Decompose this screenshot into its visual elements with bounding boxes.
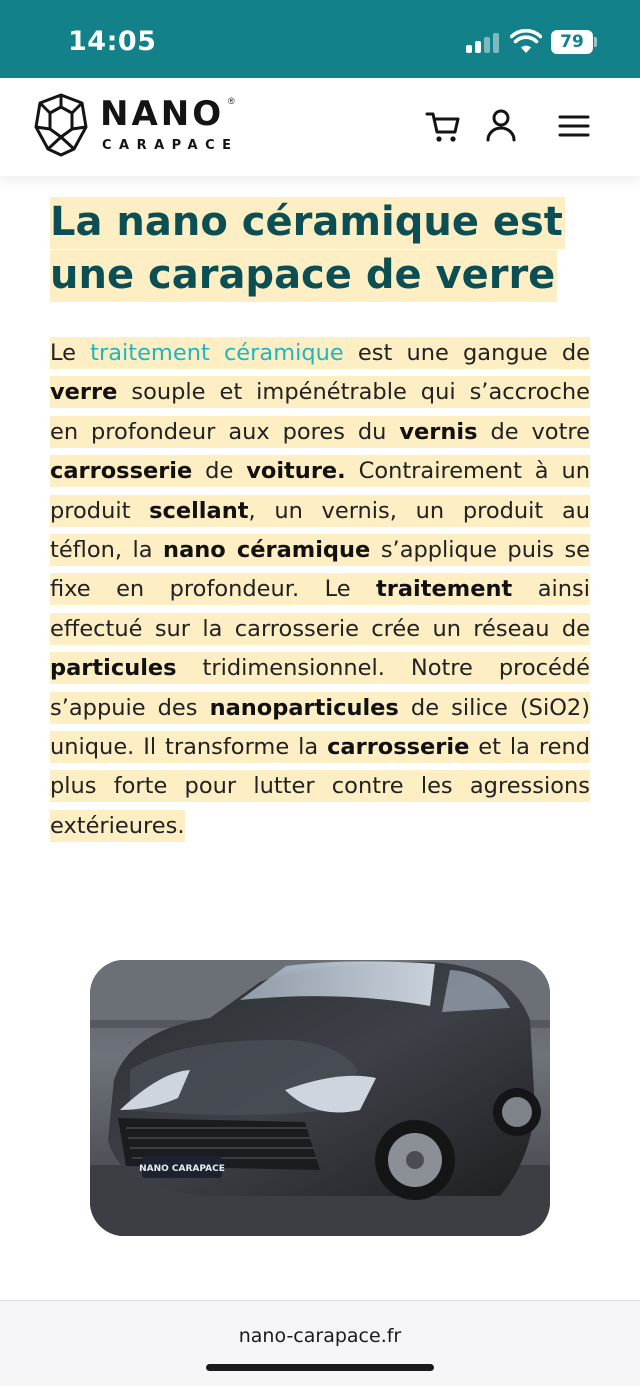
paragraph-text-segment: ainsi effectué sur la carrosserie crée un réseau de: [50, 576, 590, 642]
signal-icon: [466, 33, 502, 53]
paragraph-text-segment: Contrairement à un produit: [50, 458, 590, 524]
page-title-line-2: une carapace de verre: [50, 250, 557, 302]
paragraph-text-segment: de votre: [477, 418, 590, 445]
paragraph-text-segment: s’applique puis se fixe en profondeur. Le: [50, 537, 591, 603]
logo-registered-mark: ®: [228, 96, 235, 106]
bold-keyword: nanoparticules: [209, 694, 399, 721]
paragraph-text-segment: souple et impénétrable qui s’accroche en profondeur aux pores du: [50, 379, 590, 445]
license-plate-text: NANO CARAPACE: [139, 1164, 225, 1174]
menu-icon[interactable]: [554, 106, 594, 146]
cart-icon[interactable]: [423, 106, 463, 146]
bold-keyword: scellant: [149, 497, 249, 524]
car-photo: [90, 960, 550, 1236]
user-icon[interactable]: [481, 106, 521, 146]
bold-keyword: traitement: [376, 576, 513, 603]
browser-address-bar[interactable]: [0, 1300, 640, 1386]
status-time: 14:05: [68, 26, 157, 57]
bold-keyword: vernis: [399, 418, 478, 445]
logo-wordmark[interactable]: NANO: [100, 94, 225, 134]
site-header: [0, 78, 640, 176]
paragraph-text-segment: de: [192, 458, 247, 485]
article-paragraph-text: [50, 337, 590, 842]
paragraph-text-segment: , un vernis, un produit au téflon, la: [50, 497, 590, 564]
paragraph-text-segment: Le: [50, 340, 91, 366]
battery-icon: 79: [551, 30, 593, 54]
paragraph-text-segment: et la rend plus forte pour lutter contre les agressions extérieures.: [50, 734, 590, 839]
bold-keyword: voiture.: [246, 458, 346, 485]
logo-subtitle: CARAPACE: [102, 138, 239, 153]
bold-keyword: verre: [50, 379, 118, 406]
bold-keyword: carrosserie: [50, 458, 193, 485]
url-text[interactable]: nano-carapace.fr: [238, 1325, 402, 1347]
paragraph-text-segment: est une gangue de: [343, 340, 591, 366]
bold-keyword: particules: [50, 655, 177, 682]
page-title-line-1: La nano céramique est: [50, 197, 565, 249]
paragraph-text-segment: tridimensionnel. Notre procédé s’appuie des: [50, 655, 590, 721]
wifi-icon: [510, 28, 542, 54]
home-indicator[interactable]: [206, 1364, 434, 1371]
status-bar: [0, 0, 640, 78]
page-title: [50, 196, 570, 302]
bold-keyword: carrosserie: [327, 734, 470, 761]
bold-keyword: nano céramique: [163, 537, 371, 564]
article-paragraph: [50, 334, 590, 846]
link-traitement-ceramique[interactable]: traitement céramique: [90, 340, 344, 366]
logo-turtle-icon[interactable]: [34, 93, 88, 157]
battery-cap: [594, 37, 597, 47]
paragraph-text-segment: de silice (SiO2) unique. Il transforme la: [50, 694, 590, 761]
